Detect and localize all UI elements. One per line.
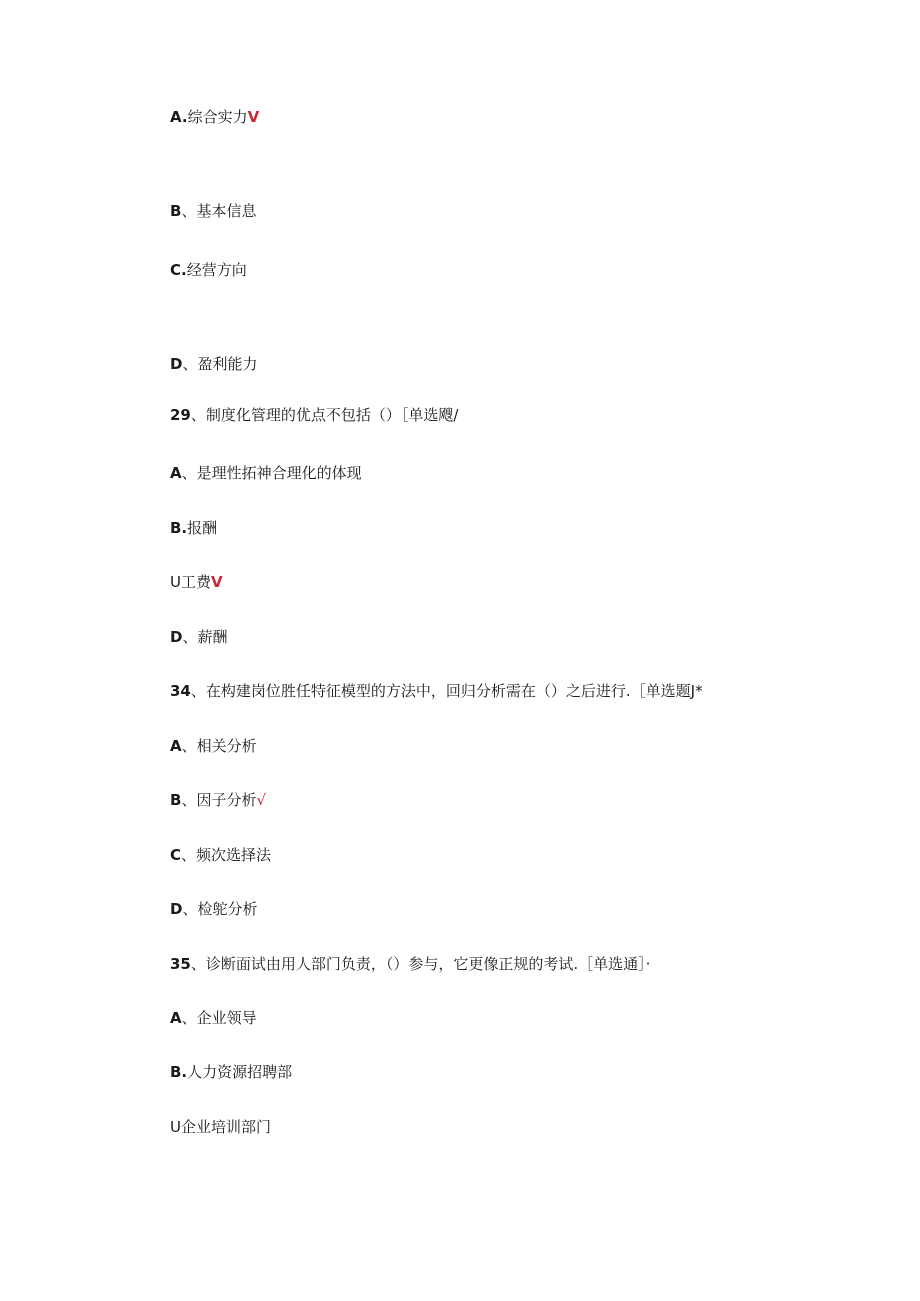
option-text: 、基本信息 <box>181 202 257 220</box>
option-b-factor-analysis <box>170 790 266 810</box>
option-c-frequency-selection <box>170 845 271 865</box>
option-text: 、盈利能力 <box>182 355 258 373</box>
option-d-salary <box>170 627 227 647</box>
question-text: 、在构建岗位胜任特征模型的方法中，回归分析需在（）之后进行.［单选题J* <box>190 682 703 700</box>
option-label: B. <box>170 519 188 537</box>
option-c-wages <box>170 572 223 592</box>
answer-check-mark: √ <box>256 791 267 809</box>
question-number: 29 <box>170 406 191 424</box>
question-number: 34 <box>170 682 191 700</box>
option-text: 企业培训部门 <box>180 1118 271 1136</box>
option-text: 、薪酬 <box>182 628 228 646</box>
option-label: C. <box>170 261 187 279</box>
option-label: B <box>170 791 182 809</box>
option-label: A <box>170 737 182 755</box>
option-c-training-department <box>170 1117 271 1137</box>
question-29 <box>170 405 458 425</box>
option-text: 、相关分析 <box>181 737 257 755</box>
option-text: 、是理性拓神合理化的体现 <box>181 464 362 482</box>
option-label: U <box>170 1118 181 1136</box>
option-d-test-analysis <box>170 899 257 919</box>
option-text: 人力资源招聘部 <box>187 1063 293 1081</box>
option-a-rationality <box>170 463 362 483</box>
option-label: B <box>170 202 182 220</box>
answer-check-mark: V <box>211 573 223 591</box>
option-d-profitability <box>170 354 257 374</box>
option-c-business-direction <box>170 260 247 280</box>
option-b-hr-recruitment <box>170 1062 292 1082</box>
question-text: 、诊断面试由用人部门负责，（）参与，它更像正规的考试.［单选通］· <box>190 955 651 973</box>
option-label: A <box>170 1009 182 1027</box>
question-34 <box>170 681 703 701</box>
option-b-remuneration <box>170 518 217 538</box>
option-b-basic-info <box>170 201 256 221</box>
option-text: 报酬 <box>187 519 218 537</box>
option-label: A <box>170 464 182 482</box>
option-text: 经营方向 <box>186 261 247 279</box>
question-text: 、制度化管理的优点不包括（）［单选飕/ <box>190 406 459 424</box>
option-text: 、因子分析 <box>181 791 257 809</box>
question-35 <box>170 954 650 974</box>
answer-check-mark: V <box>247 108 260 126</box>
question-number: 35 <box>170 955 191 973</box>
option-text: 、频次选择法 <box>181 846 272 864</box>
option-label: A. <box>170 108 188 126</box>
option-text: 、企业领导 <box>181 1009 257 1027</box>
option-a-overall-strength <box>170 107 259 127</box>
option-label: D <box>170 355 183 373</box>
option-text: 工费 <box>180 573 211 591</box>
option-text: 、检鸵分析 <box>182 900 258 918</box>
option-label: B. <box>170 1063 188 1081</box>
option-label: C <box>170 846 182 864</box>
option-a-company-leaders <box>170 1008 257 1028</box>
option-label: D <box>170 628 183 646</box>
option-a-correlation-analysis <box>170 736 257 756</box>
option-text: 综合实力 <box>187 108 248 126</box>
option-label: D <box>170 900 183 918</box>
option-label: U <box>170 573 181 591</box>
